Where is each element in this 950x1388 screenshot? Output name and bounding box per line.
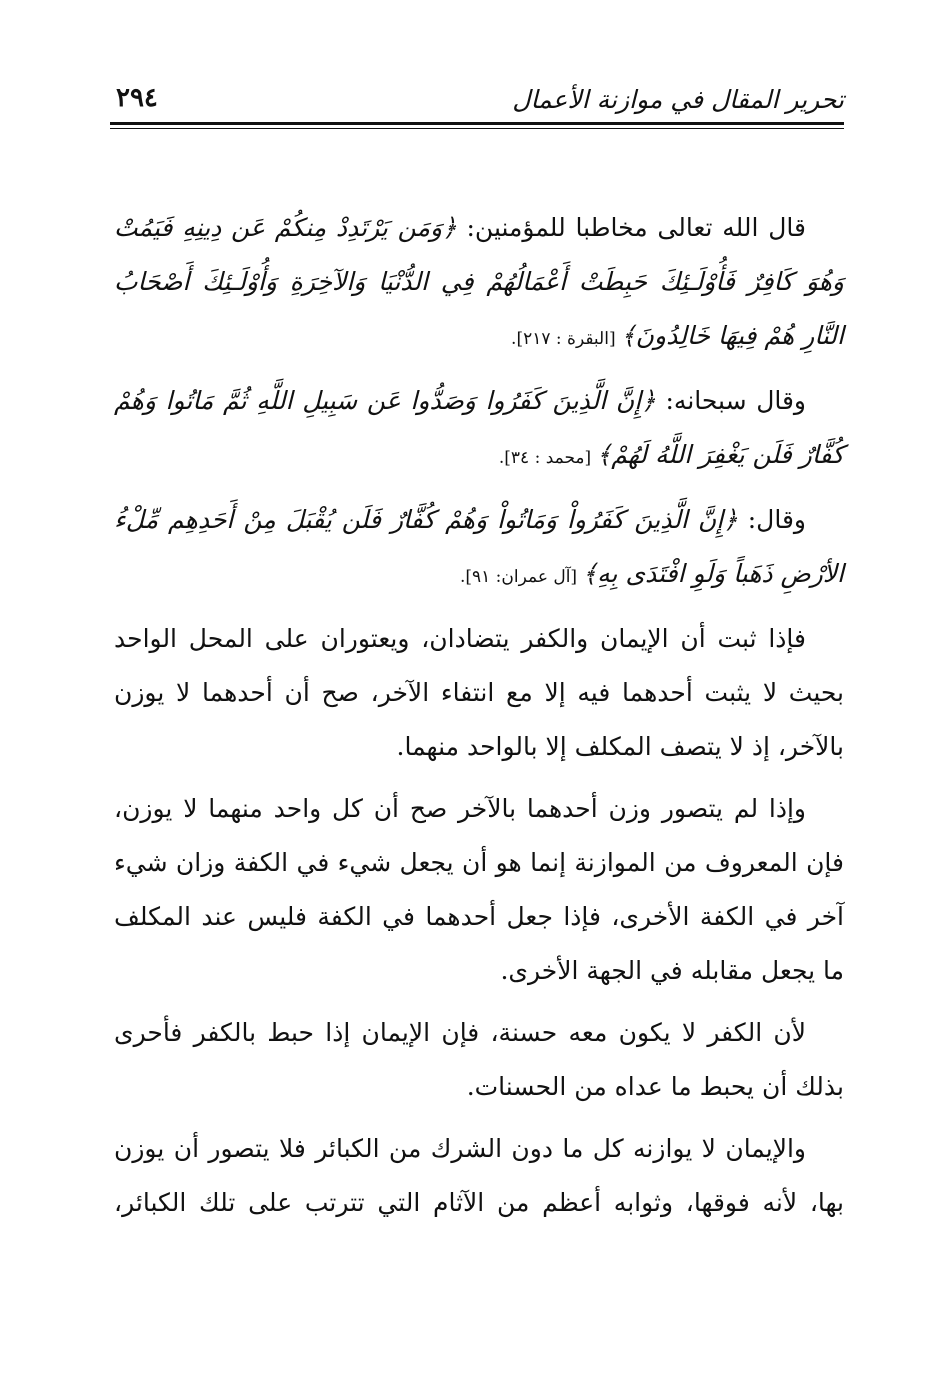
running-header <box>110 80 844 122</box>
body-paragraph-2: وإذا لم يتصور وزن أحدهما بالآخر صح أن كل واحد منهما لا يوزن، فإن المعروف من الموازنة إنما هو أن يجعل شيء في الكفة وزان شيء آخر في الكفة الأخرى، فإذا جعل أحدهما في الكفة فليس عند المكلف ما يجعل مقابله في الجهة الأخرى. <box>114 794 844 985</box>
header-rule-thin <box>110 128 844 129</box>
quran-verse-2: ﴿إِنَّ الَّذِينَ كَفَرُوا وَصَدُّوا عَن سَبِيلِ اللَّهِ ثُمَّ مَاتُوا وَهُمْ كُفَّارٌ فَلَن يَغْفِرَ اللَّهُ لَهُمْ﴾ <box>114 386 844 469</box>
page-body <box>114 201 844 1238</box>
quran-verse-3: ﴿إِنَّ الَّذِينَ كَفَرُواْ وَمَاتُواْ وَهُمْ كُفَّارٌ فَلَن يُقْبَلَ مِنْ أَحَدِهِم مِّلْءُ الأرْضِ ذَهَباً وَلَوِ افْتَدَى بِهِ﴾ <box>114 505 844 588</box>
verse-intro-1: قال الله تعالى مخاطبا للمؤمنين: <box>456 213 806 242</box>
header-rule-thick <box>110 122 844 125</box>
body-paragraph-4: والإيمان لا يوازنه كل ما دون الشرك من الكبائر فلا يتصور أن يوزن بها، لأنه فوقها، وثوابه أعظم من الآثام التي تترتب على تلك الكبائر، <box>114 1134 844 1217</box>
body-paragraph-1: فإذا ثبت أن الإيمان والكفر يتضادان، ويعتوران على المحل الواحد بحيث لا يثبت أحدهما فيه إلا مع انتفاء الآخر، صح أن أحدهما لا يوزن بالآخر، إذ لا يتصف المكلف إلا بالواحد منهما. <box>114 624 844 761</box>
verse-reference-1: [البقرة : ٢١٧]. <box>511 329 621 349</box>
quran-verse-1: ﴿وَمَن يَرْتَدِدْ مِنكُمْ عَن دِينِهِ فَيَمُتْ وَهُوَ كَافِرٌ فَأُوْلَـئِكَ حَبِطَتْ أَعْمَالُهُمْ فِي الدُّنْيَا وَالآخِرَةِ وَأُوْلَـئِكَ أَصْحَابُ النَّارِ هُمْ فِيهَا خَالِدُونَ﴾ <box>114 213 844 350</box>
verse-reference-2: [محمد : ٣٤]. <box>498 448 597 468</box>
verse-paragraph-3 <box>114 493 844 604</box>
verse-intro-2: وقال سبحانه: <box>655 386 806 415</box>
body-paragraph-3: لأن الكفر لا يكون معه حسنة، فإن الإيمان إذا حبط بالكفر فأحرى بذلك أن يحبط ما عداه من الحسنات. <box>114 1018 844 1101</box>
verse-reference-3: [آل عمران: ٩١]. <box>459 567 583 587</box>
running-head-title: تحرير المقال في موازنة الأعمال <box>512 85 844 114</box>
page-number: ٢٩٤ <box>116 83 158 113</box>
verse-paragraph-1 <box>114 201 844 366</box>
verse-intro-3: وقال: <box>737 505 806 534</box>
verse-paragraph-2 <box>114 374 844 485</box>
